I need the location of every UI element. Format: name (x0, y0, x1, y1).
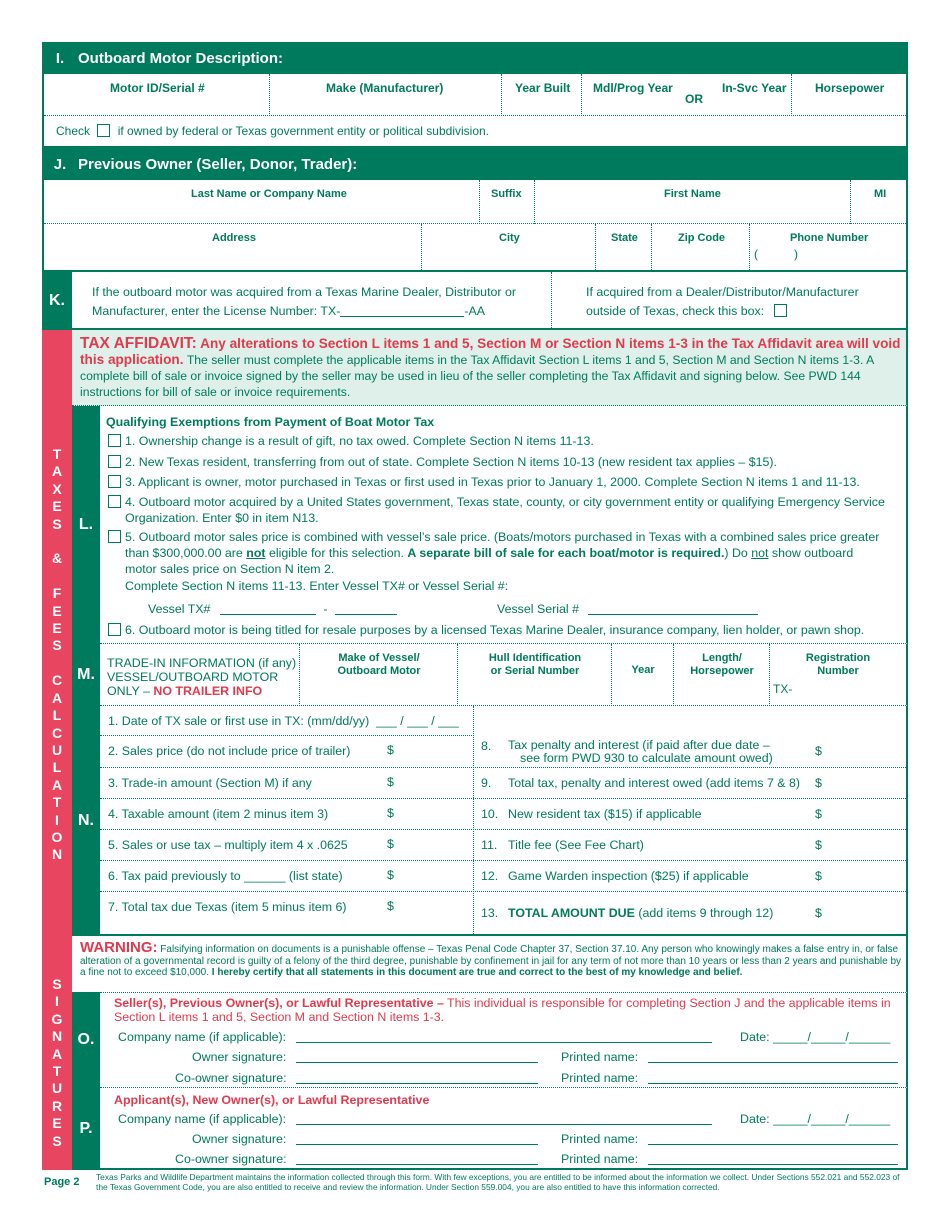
section-o-letter: O. (72, 992, 100, 1088)
n-right-dollar[interactable]: $ (815, 807, 822, 821)
section-i-title: Outboard Motor Description: (78, 49, 283, 67)
exemption-2-checkbox[interactable] (108, 455, 121, 468)
strip-letter: N (51, 1028, 63, 1045)
p-owner-printed-input[interactable] (648, 1133, 898, 1145)
affidavit-head: TAX AFFIDAVIT: (80, 335, 197, 352)
o-coowner-printed-input[interactable] (648, 1072, 898, 1084)
vessel-serial-row: Vessel Serial # (497, 602, 758, 616)
p-owner-signature-input[interactable] (296, 1133, 538, 1145)
section-k-body (72, 272, 908, 330)
section-p-letter: P. (72, 1088, 100, 1170)
n-left-dollar[interactable]: $ (387, 806, 394, 820)
o-owner-row: Owner signature: (192, 1050, 538, 1064)
strip-letter: T (52, 446, 62, 462)
vessel-tx-input[interactable] (220, 603, 316, 615)
o-company-input[interactable] (296, 1031, 712, 1043)
m-registration-header: Registration Number (805, 652, 871, 677)
strip-letter: T (52, 1063, 62, 1080)
section-o-body (100, 992, 908, 1088)
p-owner-row: Owner signature: (192, 1132, 538, 1146)
strip-letter: C (51, 724, 63, 741)
strip-letter: O (51, 828, 63, 845)
vessel-serial-input[interactable] (588, 603, 758, 615)
warning-head: WARNING: (80, 939, 158, 956)
strip-letter: N (51, 846, 63, 863)
exemption-2: 2. New Texas resident, transferring from out of state. Complete Section N items 10-13 (new resident tax applies – $15). (108, 455, 777, 469)
n-right-item: Game Warden inspection ($25) if applicable (508, 869, 749, 883)
col-insvc-year: In-Svc Year (722, 81, 787, 95)
p-date-row: Date: _____/_____/______ (740, 1112, 891, 1126)
j-first-name-label: First Name (664, 188, 721, 200)
exemption-5: 5. Outboard motor sales price is combined with vessel’s sale price. (Boats/motors purchased in Texas with a combined sales price greater (108, 530, 879, 544)
n-item-13-dollar: $ (815, 906, 822, 920)
section-j-title: Previous Owner (Seller, Donor, Trader): (78, 155, 358, 173)
o-date-input[interactable]: _____/_____/______ (773, 1030, 891, 1044)
govt-entity-checkbox[interactable] (97, 124, 110, 137)
affidavit-warn2: will void this application. (80, 336, 901, 367)
signatures-strip (42, 936, 72, 1170)
n-left-item: 7. Total tax due Texas (item 5 minus item 6) (108, 900, 347, 914)
k-right-line2: outside of Texas, check this box: (586, 304, 791, 318)
section-l-body (100, 406, 908, 644)
m-length-header: Length/ Horsepower (690, 652, 754, 677)
n-right-item: Total tax, penalty and interest owed (add items 7 & 8) (508, 776, 801, 790)
n-left-dollar[interactable]: $ (387, 743, 394, 757)
n-right-num: 11. (481, 838, 498, 852)
section-j-letter: J. (53, 155, 67, 173)
n-left-dollar[interactable]: $ (387, 899, 394, 913)
p-title: Applicant(s), New Owner(s), or Lawful Representative (114, 1093, 430, 1107)
page-number: Page 2 (44, 1176, 80, 1188)
exemption-3-checkbox[interactable] (108, 475, 121, 488)
j-mi-label: MI (874, 188, 887, 200)
m-tx-prefix: TX- (773, 682, 793, 696)
p-date-input[interactable]: _____/_____/______ (773, 1112, 891, 1126)
n-left-dollar[interactable]: $ (387, 868, 394, 882)
section-i-body (42, 74, 908, 148)
n-right-dollar[interactable]: $ (815, 869, 822, 883)
n-left-item: 2. Sales price (do not include price of trailer) (108, 744, 351, 758)
strip-letter: S (52, 637, 62, 654)
strip-letter (42, 533, 72, 550)
strip-letter: E (52, 602, 62, 619)
n-left-item: 3. Trade-in amount (Section M) if any (108, 776, 312, 790)
m-trade-in-label: TRADE-IN INFORMATION (if any) VESSEL/OUTBOARD MOTOR ONLY – NO TRAILER INFO (107, 656, 297, 698)
strip-letter: U (51, 741, 63, 758)
strip-letter: S (52, 1132, 62, 1149)
n-item-1: 1. Date of TX sale or first use in TX: (mm/dd/yy) ___ / ___ / ___ (108, 714, 459, 728)
k-right-line1: If acquired from a Dealer/Distributor/Manufacturer (586, 285, 859, 299)
k-left-line1: If the outboard motor was acquired from a Texas Marine Dealer, Distributor or (92, 285, 516, 299)
affidavit-body: The seller must complete the applicable items in the Tax Affidavit Section L items 1 and 5, Section M and Section N items 1-3. A complete bill of sale or invoice signed by the seller may be used in lieu of the seller completing the Tax Affidavit and signing below. See PWD 144 instructions for bill of sale or invoice requirements. (80, 353, 874, 399)
section-m-letter: M. (72, 644, 100, 706)
o-company-row: Company name (if applicable): (118, 1030, 712, 1044)
j-suffix-label: Suffix (491, 188, 522, 200)
n-right-num: 10. (481, 807, 499, 821)
section-m-body (100, 644, 908, 706)
j-state-label: State (611, 232, 638, 244)
col-year-built: Year Built (515, 81, 571, 95)
l-title: Qualifying Exemptions from Payment of Boat Motor Tax (106, 415, 435, 429)
strip-letter: I (55, 811, 59, 828)
exemption-5-line3: motor sales price on Section N item 2. (125, 562, 335, 576)
strip-letter (42, 655, 72, 672)
n-item-8-num: 8. (481, 739, 492, 753)
warning-text: Falsifying information on documents is a punishable offense – Texas Penal Code Chapter 37, Section 37.10. Any person who knowingly makes a false entry in, or false alteration of a governmental record is guilty of a felony of the third degree, punishable by confinement in jail for any term of not more than 10 years or less than 2 years and punishable by a fine not to exceed $10,000. (80, 944, 902, 978)
strip-letter: C (51, 672, 63, 689)
exemption-4: 4. Outboard motor acquired by a United States government, Texas state, county, or city government entity or qualifying Emergency Service (108, 495, 885, 509)
j-city-label: City (499, 232, 520, 244)
section-l-letter: L. (72, 406, 100, 644)
strip-letter: E (52, 1115, 62, 1132)
o-owner-signature-input[interactable] (296, 1051, 538, 1063)
strip-letter: X (52, 480, 62, 497)
strip-letter: & (51, 550, 63, 567)
section-i-header (42, 42, 908, 74)
n-item-8-dollar: $ (815, 744, 822, 758)
p-coowner-signature-input[interactable] (296, 1153, 538, 1165)
m-year-header: Year (631, 664, 655, 676)
strip-letter: A (51, 776, 63, 793)
warning-box (72, 936, 908, 992)
j-zip-label: Zip Code (678, 232, 726, 244)
k-left-line2: Manufacturer, enter the License Number: TX- -AA (92, 304, 486, 318)
p-company-input[interactable] (296, 1113, 712, 1125)
exemption-1: 1. Ownership change is a result of gift, no tax owed. Complete Section N items 11-13. (108, 434, 594, 448)
section-j-header (42, 148, 908, 180)
j-last-name-label: Last Name or Company Name (191, 188, 347, 200)
strip-letter (42, 568, 72, 585)
n-left-dollar[interactable]: $ (387, 775, 394, 789)
section-p-body (100, 1088, 908, 1170)
strip-letter: E (52, 620, 62, 637)
exemption-5-line2: than $300,000.00 are not eligible for this selection. A separate bill of sale for each boat/motor is required.) Do not show outboard (125, 546, 854, 560)
exemption-5-checkbox[interactable] (108, 530, 121, 543)
o-title: Seller(s), Previous Owner(s), or Lawful Representative – This individual is responsible for completing Section J and the applicable items in Section L items 1 and 5, Section M and Section N items 1-3. (114, 996, 891, 1024)
strip-letter: L (52, 759, 62, 776)
exemption-1-checkbox[interactable] (108, 434, 121, 447)
strip-letter: L (52, 707, 62, 724)
n-right-item: Title fee (See Fee Chart) (508, 838, 644, 852)
col-mdl-year: Mdl/Prog Year (593, 81, 673, 95)
n-right-num: 9. (481, 776, 492, 790)
col-make: Make (Manufacturer) (326, 81, 444, 95)
strip-letter: G (51, 1010, 63, 1027)
n-left-item: 5. Sales or use tax – multiply item 4 x .0625 (108, 838, 348, 852)
j-address-label: Address (212, 232, 257, 244)
section-n-body (100, 706, 908, 936)
p-coowner-printed-row: Printed name: (561, 1152, 898, 1166)
j-phone-paren-open: ( (754, 247, 758, 261)
taxes-fees-strip (42, 330, 72, 936)
n-left-dollar[interactable]: $ (387, 837, 394, 851)
section-i-letter: I. (55, 49, 65, 67)
exemption-3: 3. Applicant is owner, motor purchased in Texas or first used in Texas prior to January 1, 2000. Complete Section N items 1 and 11-13. (108, 475, 860, 489)
section-k-letter: K. (42, 272, 72, 330)
strip-letter: A (51, 689, 63, 706)
vessel-tx-suffix-input[interactable] (335, 603, 397, 615)
n-right-num: 12. (481, 869, 499, 883)
dealer-license-input[interactable] (340, 305, 464, 317)
o-owner-printed-row: Printed name: (561, 1050, 898, 1064)
exemption-6-checkbox[interactable] (108, 623, 121, 636)
strip-letter: A (51, 463, 63, 480)
affidavit-warn: Any alterations to Section L items 1 and 5, Section M or Section N items 1-3 in the Tax Affidavit area (200, 336, 844, 351)
p-company-row: Company name (if applicable): (118, 1112, 712, 1126)
strip-letter: R (51, 1097, 63, 1114)
col-horsepower: Horsepower (815, 81, 885, 95)
n-right-dollar[interactable]: $ (815, 838, 822, 852)
out-of-state-dealer-checkbox[interactable] (774, 304, 787, 317)
strip-letter: E (52, 498, 62, 515)
vessel-tx-row: Vessel TX# - (148, 602, 397, 616)
strip-letter: A (51, 1045, 63, 1062)
govt-entity-check-row: Check if owned by federal or Texas government entity or political subdivision. (56, 124, 490, 138)
n-right-item: New resident tax ($15) if applicable (508, 807, 702, 821)
strip-letter: I (55, 993, 59, 1010)
o-date-row: Date: _____/_____/______ (740, 1030, 891, 1044)
n-left-item: 4. Taxable amount (item 2 minus item 3) (108, 807, 329, 821)
strip-letter: S (52, 976, 62, 992)
p-owner-printed-row: Printed name: (561, 1132, 898, 1146)
exemption-5-line4: Complete Section N items 11-13. Enter Vessel TX# or Vessel Serial #: (125, 579, 509, 593)
p-coowner-printed-input[interactable] (648, 1153, 898, 1165)
o-coowner-row: Co-owner signature: (175, 1071, 538, 1085)
strip-letter: U (51, 1080, 63, 1097)
col-or: OR (685, 92, 703, 106)
o-coowner-printed-row: Printed name: (561, 1071, 898, 1085)
exemption-4-cont: Organization. Enter $0 in item N13. (125, 511, 319, 525)
n-item-13-num: 13. (481, 906, 499, 920)
footer-privacy-text: Texas Parks and Wildlife Department maintains the information collected through this form. With few exceptions, you are entitled to be informed about the information we collect. Under Sections 552.021 and 552.023 of the Texas Government Code, you are also entitled to receive and review the information. Under Section 559.004, you are also entitled to have this information corrected. (96, 1172, 900, 1192)
o-coowner-signature-input[interactable] (296, 1072, 538, 1084)
strip-letter: S (52, 515, 62, 532)
o-owner-printed-input[interactable] (648, 1051, 898, 1063)
exemption-6: 6. Outboard motor is being titled for resale purposes by a licensed Texas Marine Dealer, insurance company, lien holder, or pawn shop. (108, 623, 864, 637)
section-j-body (42, 180, 908, 272)
exemption-4-checkbox[interactable] (108, 495, 121, 508)
m-make-header: Make of Vessel/ Outboard Motor (337, 652, 421, 677)
warning-certify: I hereby certify that all statements in this document are true and correct to the best of my knowledge and belief. (211, 967, 743, 978)
p-coowner-row: Co-owner signature: (175, 1152, 538, 1166)
m-hull-header: Hull Identification or Serial Number (488, 652, 582, 677)
j-phone-paren-close: ) (794, 247, 798, 261)
strip-letter: T (52, 794, 62, 811)
n-right-dollar[interactable]: $ (815, 776, 822, 790)
section-n-letter: N. (72, 706, 100, 936)
n-left-item: 6. Tax paid previously to ______ (list state) (108, 869, 343, 883)
j-phone-label: Phone Number (790, 232, 869, 244)
n-item-13: TOTAL AMOUNT DUE (add items 9 through 12) (508, 906, 774, 920)
col-motor-id: Motor ID/Serial # (110, 81, 205, 95)
strip-letter: F (52, 585, 62, 602)
tax-affidavit-box (72, 330, 908, 406)
n-item-8: Tax penalty and interest (if paid after due date – see form PWD 930 to calculate amount owed) (508, 738, 773, 765)
